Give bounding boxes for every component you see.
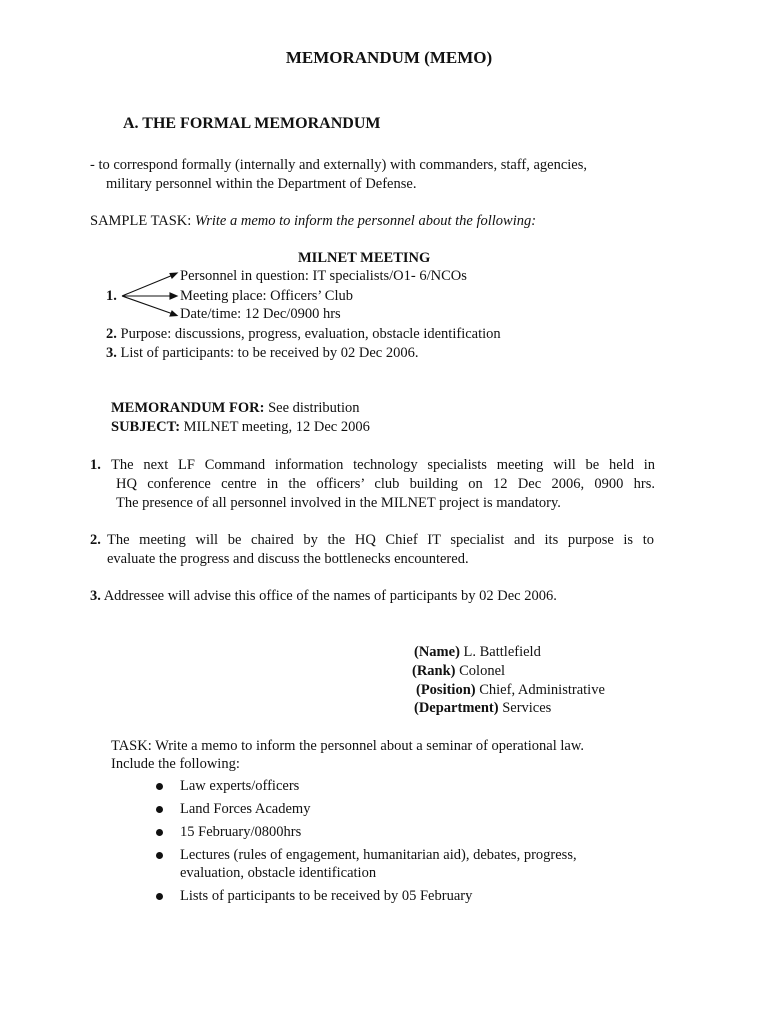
section-heading: A. THE FORMAL MEMORANDUM — [123, 115, 381, 132]
list-item-text: Law experts/officers — [180, 778, 300, 794]
milnet-item3-number: 3. — [106, 345, 117, 361]
signature-position-value: Chief, Administrative — [479, 682, 605, 698]
signature-rank-label: (Rank) — [412, 663, 456, 679]
memo-p1-number: 1. — [90, 457, 101, 473]
signature-department-value: Services — [502, 700, 552, 716]
signature-name — [414, 643, 541, 661]
milnet-item2-text: Purpose: discussions, progress, evaluation, obstacle identification — [120, 326, 501, 342]
signature-department-label: (Department) — [414, 700, 499, 716]
bullet-dot-icon — [156, 806, 163, 813]
milnet-item3-text: List of participants: to be received by 02 Dec 2006. — [120, 345, 419, 361]
task-line-1: TASK: Write a memo to inform the personnel about a seminar of operational law. — [111, 738, 584, 754]
list-item-text: Lists of participants to be received by 05 February — [180, 888, 473, 904]
signature-name-value: L. Battlefield — [463, 644, 541, 660]
memo-p3-number: 3. — [90, 588, 101, 604]
list-item — [180, 887, 577, 905]
memo-p2-line-2: evaluate the progress and discuss the bottlenecks encountered. — [107, 551, 469, 567]
bullet-dot-icon — [156, 829, 163, 836]
list-item-text: Lectures (rules of engagement, humanitarian aid), debates, progress, — [180, 847, 577, 863]
arrow-fan-diagram — [118, 266, 182, 322]
memo-p3 — [90, 587, 557, 605]
task-bullet-list — [180, 777, 577, 910]
sample-task-text: Write a memo to inform the personnel about the following: — [194, 213, 537, 229]
bullet-dot-icon — [156, 783, 163, 790]
memo-p1-line-3: The presence of all personnel involved in the MILNET project is mandatory. — [116, 495, 561, 511]
memo-p1-line-1: The next LF Command information technology specialists meeting will be held in — [111, 457, 655, 473]
list-item — [180, 823, 577, 841]
list-item — [180, 800, 577, 818]
sample-task-label: SAMPLE TASK: — [90, 213, 192, 229]
memo-p2-number: 2. — [90, 532, 101, 548]
signature-department — [414, 699, 551, 717]
milnet-item1-number: 1. — [106, 288, 117, 304]
signature-name-label: (Name) — [414, 644, 460, 660]
milnet-item1-line-2: Meeting place: Officers’ Club — [180, 288, 354, 304]
list-item-continuation: evaluation, obstacle identification — [180, 865, 377, 881]
memo-p1-line-2: HQ conference centre in the officers’ club building on 12 Dec 2006, 0900 hrs. — [116, 476, 655, 492]
memo-p3-text: Addressee will advise this office of the names of participants by 02 Dec 2006. — [103, 588, 557, 604]
purpose-line-1: - to correspond formally (internally and externally) with commanders, staff, agencies, — [90, 157, 587, 173]
signature-position — [416, 681, 605, 699]
memo-subject — [111, 418, 370, 436]
signature-position-label: (Position) — [416, 682, 476, 698]
milnet-item2-number: 2. — [106, 326, 117, 342]
bullet-dot-icon — [156, 852, 163, 859]
list-item — [180, 846, 577, 882]
milnet-heading: MILNET MEETING — [298, 250, 431, 266]
memo-for-value: See distribution — [268, 400, 360, 416]
memo-for — [111, 399, 360, 417]
list-item-text: 15 February/0800hrs — [180, 824, 302, 840]
list-item-text: Land Forces Academy — [180, 801, 311, 817]
bullet-dot-icon — [156, 893, 163, 900]
memo-subject-value: MILNET meeting, 12 Dec 2006 — [183, 419, 370, 435]
memo-title: MEMORANDUM (MEMO) — [285, 48, 493, 67]
milnet-item2 — [106, 325, 501, 343]
memo-subject-label: SUBJECT: — [111, 419, 181, 435]
sample-task — [90, 212, 536, 230]
milnet-item1-line-3: Date/time: 12 Dec/0900 hrs — [180, 306, 341, 322]
signature-rank — [412, 662, 505, 680]
purpose-line-2: military personnel within the Department of Defense. — [106, 176, 417, 192]
memo-for-label: MEMORANDUM FOR: — [111, 400, 265, 416]
milnet-item3 — [106, 344, 418, 362]
signature-rank-value: Colonel — [459, 663, 506, 679]
task-line-2: Include the following: — [111, 756, 240, 772]
memo-p2-line-1: The meeting will be chaired by the HQ Chief IT specialist and its purpose is to — [107, 532, 654, 548]
list-item — [180, 777, 577, 795]
milnet-item1-line-1: Personnel in question: IT specialists/O1- 6/NCOs — [180, 268, 467, 284]
